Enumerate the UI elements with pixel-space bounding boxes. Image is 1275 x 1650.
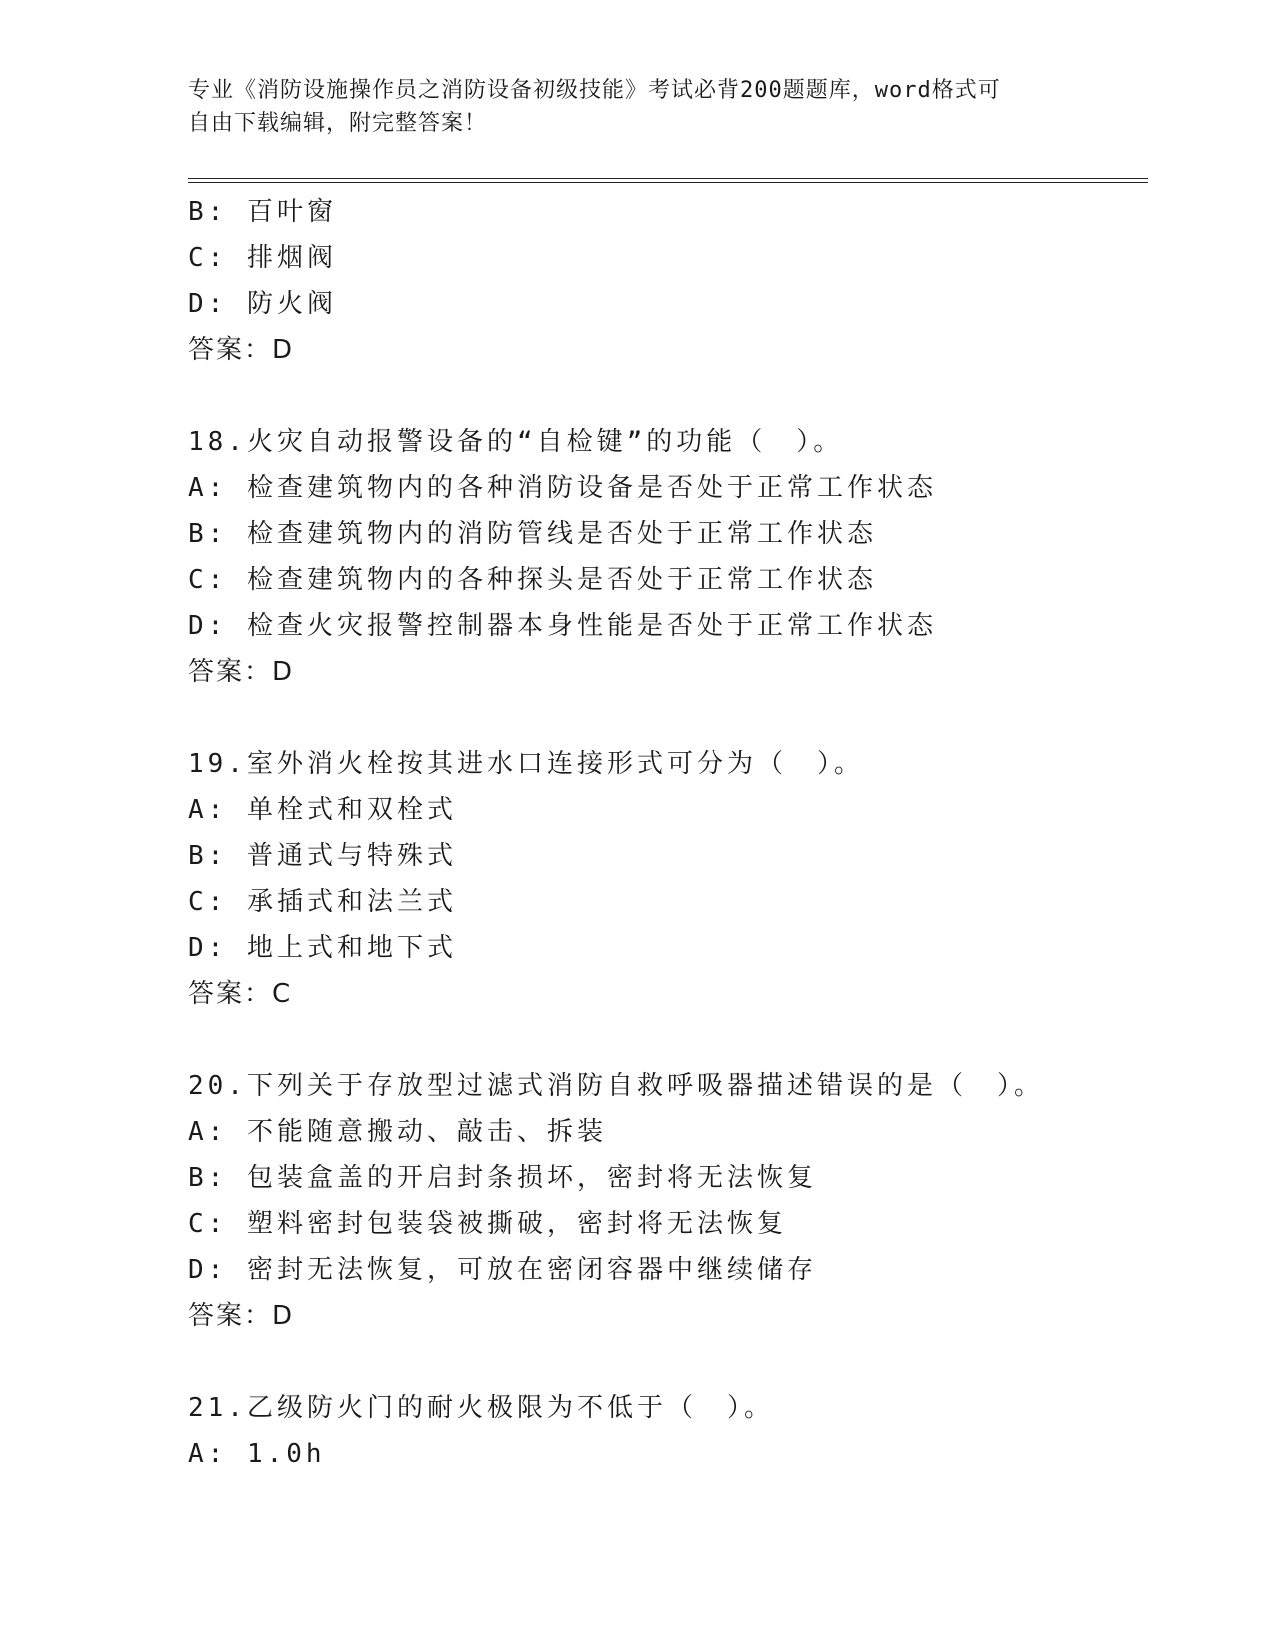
document-header <box>188 74 1088 140</box>
question-20 <box>188 1063 1148 1339</box>
option-c: C: 检查建筑物内的各种探头是否处于正常工作状态 <box>188 565 877 595</box>
header-rule-top <box>188 178 1148 179</box>
option-b: B: 检查建筑物内的消防管线是否处于正常工作状态 <box>188 519 877 549</box>
option-a: A: 检查建筑物内的各种消防设备是否处于正常工作状态 <box>188 473 937 503</box>
option-d: D: 密封无法恢复，可放在密闭容器中继续储存 <box>188 1255 817 1285</box>
option-a: A: 不能随意搬动、敲击、拆装 <box>188 1117 607 1147</box>
question-21 <box>188 1385 1148 1477</box>
answer: 答案：D <box>188 657 295 687</box>
question-stem: 18.火灾自动报警设备的“自检键”的功能（ ）。 <box>188 427 844 457</box>
option-c: C: 塑料密封包装袋被撕破，密封将无法恢复 <box>188 1209 787 1239</box>
answer: 答案：C <box>188 979 293 1009</box>
question-19 <box>188 741 1148 1017</box>
option-b: B: 普通式与特殊式 <box>188 841 457 871</box>
option-b: B: 百叶窗 <box>188 197 337 227</box>
answer: 答案：D <box>188 335 295 365</box>
header-line-1: 专业《消防设施操作员之消防设备初级技能》考试必背200题题库，word格式可 <box>188 78 1001 103</box>
header-line-2: 自由下载编辑，附完整答案！ <box>188 111 488 136</box>
option-c: C: 承插式和法兰式 <box>188 887 457 917</box>
option-a: A: 1.0h <box>188 1439 326 1469</box>
option-d: D: 地上式和地下式 <box>188 933 457 963</box>
option-d: D: 防火阀 <box>188 289 337 319</box>
question-18 <box>188 419 1148 695</box>
question-fragment <box>188 189 1148 373</box>
option-a: A: 单栓式和双栓式 <box>188 795 457 825</box>
option-c: C: 排烟阀 <box>188 243 337 273</box>
question-stem: 20.下列关于存放型过滤式消防自救呼吸器描述错误的是（ ）。 <box>188 1071 1044 1101</box>
question-stem: 21.乙级防火门的耐火极限为不低于（ ）。 <box>188 1393 774 1423</box>
question-list <box>188 189 1148 1477</box>
header-rule-bottom <box>188 182 1148 183</box>
option-b: B: 包装盒盖的开启封条损坏，密封将无法恢复 <box>188 1163 817 1193</box>
question-stem: 19.室外消火栓按其进水口连接形式可分为（ ）。 <box>188 749 864 779</box>
answer: 答案：D <box>188 1301 295 1331</box>
option-d: D: 检查火灾报警控制器本身性能是否处于正常工作状态 <box>188 611 937 641</box>
